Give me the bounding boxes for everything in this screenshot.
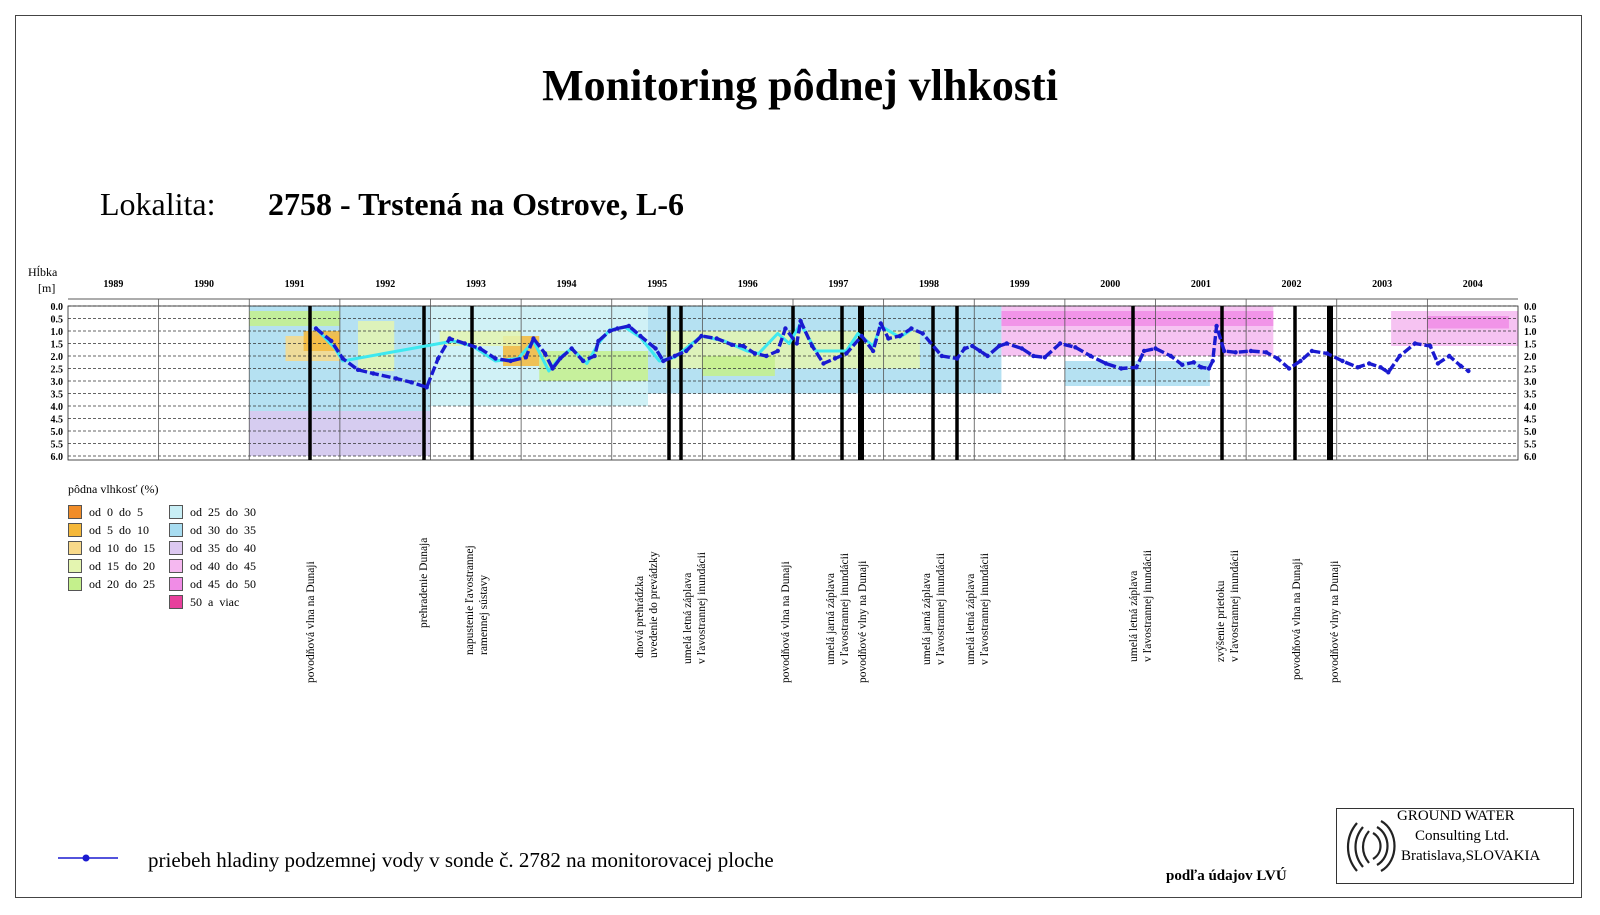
depth-tick-label-left: 0.5 <box>50 314 63 326</box>
legend-item <box>169 540 256 554</box>
event-label: v ľavostrannej inundácii <box>979 553 991 665</box>
groundwater-point <box>558 356 562 360</box>
depth-tick-label-right: 3.5 <box>1524 389 1537 401</box>
groundwater-point <box>1413 341 1417 345</box>
groundwater-point <box>764 354 768 358</box>
depth-tick-label-right: 5.0 <box>1524 427 1537 438</box>
groundwater-point <box>394 376 398 380</box>
groundwater-point <box>356 368 360 372</box>
groundwater-point <box>940 354 944 358</box>
year-tick-label: 1995 <box>647 279 668 290</box>
legend-label: od 5 do 10 <box>89 522 149 537</box>
groundwater-point <box>543 351 547 355</box>
groundwater-point <box>592 354 596 358</box>
groundwater-point <box>508 359 512 363</box>
groundwater-point <box>581 359 585 363</box>
groundwater-point <box>871 349 875 353</box>
groundwater-point <box>596 339 600 343</box>
depth-tick-label-left: 3.5 <box>50 389 63 401</box>
groundwater-point <box>1214 324 1218 328</box>
groundwater-point <box>673 354 677 358</box>
depth-tick-label-left: 6.0 <box>50 452 63 463</box>
groundwater-point <box>615 326 619 330</box>
legend-label: od 15 do 20 <box>89 558 155 573</box>
groundwater-point <box>1180 363 1184 367</box>
event-label: v ľavostrannej inundácii <box>839 553 851 665</box>
depth-tick-label-left: 1.5 <box>50 339 63 351</box>
company-logo <box>1336 808 1574 884</box>
event-label: prehradenie Dunaja <box>418 537 430 628</box>
depth-tick-label-right: 4.5 <box>1524 414 1537 426</box>
legend-title: pôdna vlhkosť (%) <box>68 482 159 496</box>
event-label: uvedenie do prevádzky <box>648 551 660 658</box>
groundwater-point <box>1447 354 1451 358</box>
depth-tick-label-left: 5.5 <box>50 439 63 451</box>
groundwater-point <box>653 346 657 350</box>
logo-line-2: Consulting Ltd. <box>1415 828 1510 844</box>
groundwater-point <box>409 380 413 384</box>
event-label: umelá letná záplava <box>965 573 977 665</box>
groundwater-point <box>795 341 799 345</box>
legend-swatch <box>68 505 82 519</box>
event-label: povodňová vlna na Dunaji <box>305 561 317 683</box>
year-tick-label: 1989 <box>103 279 124 290</box>
legend-swatch <box>169 523 183 537</box>
groundwater-point <box>1459 364 1463 368</box>
groundwater-point <box>955 356 959 360</box>
depth-tick-label-left: 4.5 <box>50 414 63 426</box>
depth-tick-label-right: 0.5 <box>1524 314 1537 326</box>
groundwater-point <box>783 326 787 330</box>
event-label: umelá jarná záplava <box>825 573 837 665</box>
groundwater-point <box>921 331 925 335</box>
groundwater-point <box>1199 365 1203 369</box>
location-label: Lokalita: <box>100 186 216 222</box>
year-tick-label: 1992 <box>375 279 396 290</box>
groundwater-point <box>1340 359 1344 363</box>
year-tick-label: 1993 <box>465 279 486 290</box>
event-label: v ľavostrannej inundácii <box>1142 550 1154 662</box>
year-tick-label: 2001 <box>1190 279 1211 290</box>
event-label: povodňová vlna na Dunaji <box>780 561 792 683</box>
legend-label: od 10 do 15 <box>89 540 155 555</box>
event-label: v ľavostrannej inundácii <box>935 553 947 665</box>
event-label: povodňová vlna na Dunaji <box>1291 558 1303 680</box>
legend-label: od 25 do 30 <box>190 504 256 519</box>
groundwater-point <box>436 356 440 360</box>
legend-swatch <box>68 523 82 537</box>
year-tick-label: 1997 <box>828 279 849 290</box>
event-label: povodňové vlny na Dunaji <box>1329 560 1341 683</box>
groundwater-point <box>1264 350 1268 354</box>
groundwater-point <box>524 355 528 359</box>
groundwater-point <box>1398 354 1402 358</box>
groundwater-point <box>1325 351 1329 355</box>
depth-tick-label-left: 5.0 <box>50 427 63 438</box>
year-tick-label: 2003 <box>1372 279 1393 290</box>
groundwater-point <box>730 343 734 347</box>
groundwater-point <box>1275 356 1279 360</box>
groundwater-point <box>753 351 757 355</box>
groundwater-point <box>1031 354 1035 358</box>
legend-swatch <box>68 577 82 591</box>
legend-item <box>68 522 149 536</box>
event-label: zvýšenie prietoku <box>1215 580 1227 662</box>
groundwater-point <box>1043 355 1047 359</box>
groundwater-point <box>1249 349 1253 353</box>
legend-label: od 30 do 35 <box>190 522 256 537</box>
year-tick-label: 1994 <box>556 279 577 290</box>
groundwater-point <box>638 334 642 338</box>
event-label: umelá jarná záplava <box>921 573 933 665</box>
groundwater-point <box>1211 359 1215 363</box>
legend-item <box>68 576 155 590</box>
event-label: v ľavostrannej inundácii <box>696 552 708 664</box>
groundwater-point <box>608 329 612 333</box>
source-note: podľa údajov LVÚ <box>1166 868 1287 884</box>
depth-tick-label-right: 1.5 <box>1524 339 1537 351</box>
event-label: umelá letná záplava <box>682 572 694 664</box>
event-label: ramennej sústavy <box>478 574 490 655</box>
depth-tick-label-right: 4.0 <box>1524 402 1537 413</box>
groundwater-point <box>1466 369 1470 373</box>
groundwater-point <box>1153 346 1157 350</box>
legend-swatch <box>169 559 183 573</box>
legend-label: od 45 do 50 <box>190 576 256 591</box>
groundwater-point <box>985 354 989 358</box>
groundwater-point <box>978 349 982 353</box>
groundwater-point <box>1005 341 1009 345</box>
legend-item <box>169 558 256 572</box>
event-label: umelá letná záplava <box>1128 570 1140 662</box>
page-title: Monitoring pôdnej vlhkosti <box>542 61 1058 110</box>
depth-tick-label-left: 4.0 <box>50 402 63 413</box>
logo-line-1: GROUND WATER <box>1397 808 1515 824</box>
year-tick-label: 2000 <box>1100 279 1121 290</box>
legend-label: od 20 do 25 <box>89 576 155 591</box>
groundwater-point <box>570 346 574 350</box>
event-label: napustenie ľavostrannej <box>464 545 476 655</box>
legend-label: od 0 do 5 <box>89 504 143 519</box>
depth-tick-label-right: 1.0 <box>1524 327 1537 338</box>
groundwater-point <box>699 334 703 338</box>
depth-tick-label-right: 5.5 <box>1524 439 1537 451</box>
legend-item <box>68 558 155 572</box>
groundwater-point <box>1169 354 1173 358</box>
legend-label: od 35 do 40 <box>190 540 256 555</box>
logo-icon <box>1343 815 1399 877</box>
location-value: 2758 - Trstená na Ostrove, L-6 <box>268 186 684 222</box>
groundwater-point <box>371 371 375 375</box>
groundwater-point <box>1207 366 1211 370</box>
legend-item <box>169 504 256 518</box>
groundwater-legend-symbol <box>58 848 118 868</box>
groundwater-point <box>425 385 429 389</box>
groundwater-point <box>860 334 864 338</box>
legend-swatch <box>68 541 82 555</box>
event-label: dnová prehrádzka <box>634 575 646 658</box>
groundwater-point <box>1192 360 1196 364</box>
groundwater-point <box>963 346 967 350</box>
groundwater-point <box>1428 344 1432 348</box>
depth-tick-label-left: 2.0 <box>50 352 63 363</box>
groundwater-point <box>1073 345 1077 349</box>
legend-swatch <box>68 559 82 573</box>
groundwater-point <box>1233 350 1237 354</box>
depth-tick-label-right: 6.0 <box>1524 452 1537 463</box>
depth-tick-label-right: 2.0 <box>1524 352 1537 363</box>
legend-swatch <box>169 595 183 609</box>
depth-tick-label-left: 3.0 <box>50 377 63 388</box>
depth-tick-label-right: 2.5 <box>1524 364 1537 376</box>
legend-item <box>169 576 256 590</box>
groundwater-point <box>1058 341 1062 345</box>
groundwater-point <box>1386 370 1390 374</box>
groundwater-point <box>898 334 902 338</box>
groundwater-point <box>314 326 318 330</box>
legend-item <box>68 504 143 518</box>
groundwater-point <box>970 344 974 348</box>
groundwater-point <box>329 339 333 343</box>
groundwater-point <box>810 344 814 348</box>
legend-item <box>169 594 239 608</box>
legend-label: 50 a viac <box>190 594 240 609</box>
year-tick-label: 2002 <box>1281 279 1302 290</box>
groundwater-point <box>684 349 688 353</box>
groundwater-point <box>1298 359 1302 363</box>
depth-tick-label-left: 0.0 <box>50 302 63 313</box>
groundwater-point <box>798 319 802 323</box>
groundwater-point <box>550 366 554 370</box>
groundwater-point <box>879 321 883 325</box>
groundwater-point <box>1088 354 1092 358</box>
depth-tick-label-left: 2.5 <box>50 364 63 376</box>
y-axis-unit: [m] <box>38 281 56 295</box>
legend-label: od 40 do 45 <box>190 558 256 573</box>
groundwater-point <box>909 326 913 330</box>
groundwater-point <box>1436 361 1440 365</box>
groundwater-point <box>715 336 719 340</box>
groundwater-point <box>1222 349 1226 353</box>
groundwater-point <box>844 351 848 355</box>
groundwater-point <box>1367 361 1371 365</box>
groundwater-point <box>463 341 467 345</box>
groundwater-point <box>478 346 482 350</box>
legend-swatch <box>169 577 183 591</box>
groundwater-point <box>1134 365 1138 369</box>
groundwater-point <box>741 344 745 348</box>
year-tick-label: 1998 <box>918 279 939 290</box>
groundwater-point <box>1356 365 1360 369</box>
y-axis-label: Hĺbka <box>28 265 58 279</box>
groundwater-point <box>1104 361 1108 365</box>
legend-item <box>169 522 256 536</box>
legend-swatch <box>169 505 183 519</box>
legend-item <box>68 540 155 554</box>
groundwater-point <box>821 361 825 365</box>
event-label: povodňové vlny na Dunaji <box>857 560 869 683</box>
groundwater-point <box>341 356 345 360</box>
legend-swatch <box>169 541 183 555</box>
groundwater-point <box>1119 366 1123 370</box>
groundwater-point <box>447 336 451 340</box>
logo-line-3: Bratislava,SLOVAKIA <box>1401 848 1541 864</box>
groundwater-point <box>531 336 535 340</box>
groundwater-point <box>1142 349 1146 353</box>
year-tick-label: 1991 <box>284 279 305 290</box>
groundwater-point <box>886 336 890 340</box>
depth-tick-label-left: 1.0 <box>50 327 63 338</box>
groundwater-point <box>1020 346 1024 350</box>
groundwater-point <box>493 356 497 360</box>
depth-tick-label-right: 3.0 <box>1524 377 1537 388</box>
year-tick-label: 2004 <box>1462 279 1483 290</box>
groundwater-point <box>1287 366 1291 370</box>
groundwater-point <box>833 356 837 360</box>
groundwater-point <box>661 359 665 363</box>
groundwater-point <box>627 324 631 328</box>
groundwater-legend-text: priebeh hladiny podzemnej vody v sonde č. 2782 na monitorovacej ploche <box>148 848 774 872</box>
groundwater-point <box>1310 349 1314 353</box>
groundwater-point <box>1378 365 1382 369</box>
year-tick-label: 1999 <box>1009 279 1030 290</box>
groundwater-point <box>997 344 1001 348</box>
event-label: v ľavostrannej inundácii <box>1229 550 1241 662</box>
depth-tick-label-right: 0.0 <box>1524 302 1537 313</box>
year-tick-label: 1990 <box>193 279 214 290</box>
year-tick-label: 1996 <box>737 279 758 290</box>
groundwater-point <box>776 349 780 353</box>
